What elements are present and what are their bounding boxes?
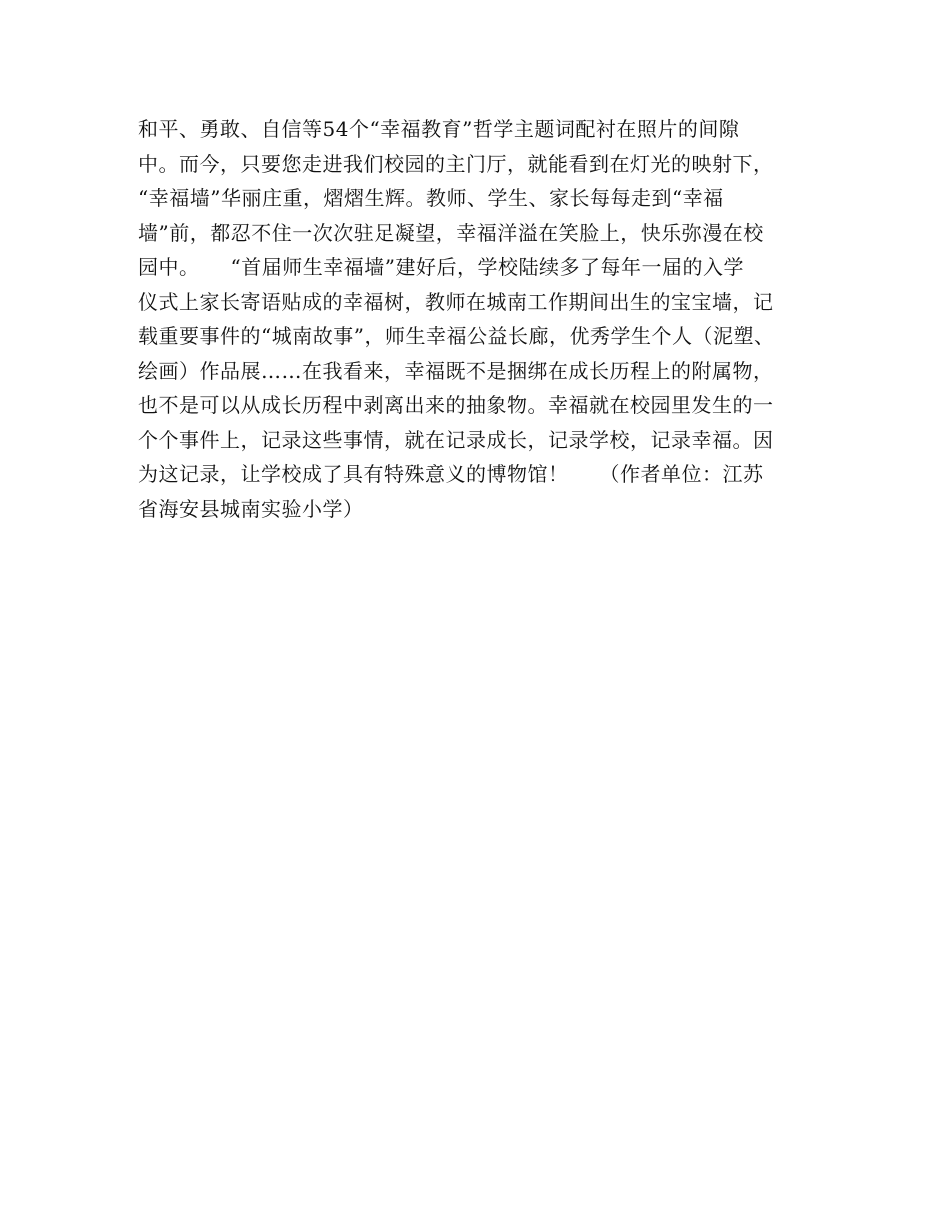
text-line: 为这记录，让学校成了具有特殊意义的博物馆！ （作者单位：江苏: [138, 462, 764, 486]
text-line: 省海安县城南实验小学）: [138, 496, 364, 521]
text-line: 和平、勇敢、自信等54个“幸福教育”哲学主题词配衬在照片的间隙: [138, 117, 740, 141]
body-text: [138, 112, 818, 526]
text-line: 园中。 “首届师生幸福墙”建好后，学校陆续多了每年一届的入学: [138, 255, 744, 279]
text-line: 仪式上家长寄语贴成的幸福树，教师在城南工作期间出生的宝宝墙，记: [138, 289, 774, 314]
text-line: 也不是可以从成长历程中剥离出来的抽象物。幸福就在校园里发生的一: [138, 393, 774, 417]
text-line: 中。而今，只要您走进我们校园的主门厅，就能看到在灯光的映射下，: [138, 151, 774, 176]
text-line: 绘画）作品展……在我看来，幸福既不是捆绑在成长历程上的附属物，: [138, 358, 774, 383]
text-line: 个个事件上，记录这些事情，就在记录成长，记录学校，记录幸福。因: [138, 427, 774, 452]
text-line: 墙”前，都忍不住一次次驻足凝望，幸福洋溢在笑脸上，快乐弥漫在校: [138, 220, 764, 245]
text-line: 载重要事件的“城南故事”，师生幸福公益长廊，优秀学生个人（泥塑、: [138, 324, 775, 348]
text-line: “幸福墙”华丽庄重，熠熠生辉。教师、学生、家长每每走到“幸福: [138, 186, 724, 210]
